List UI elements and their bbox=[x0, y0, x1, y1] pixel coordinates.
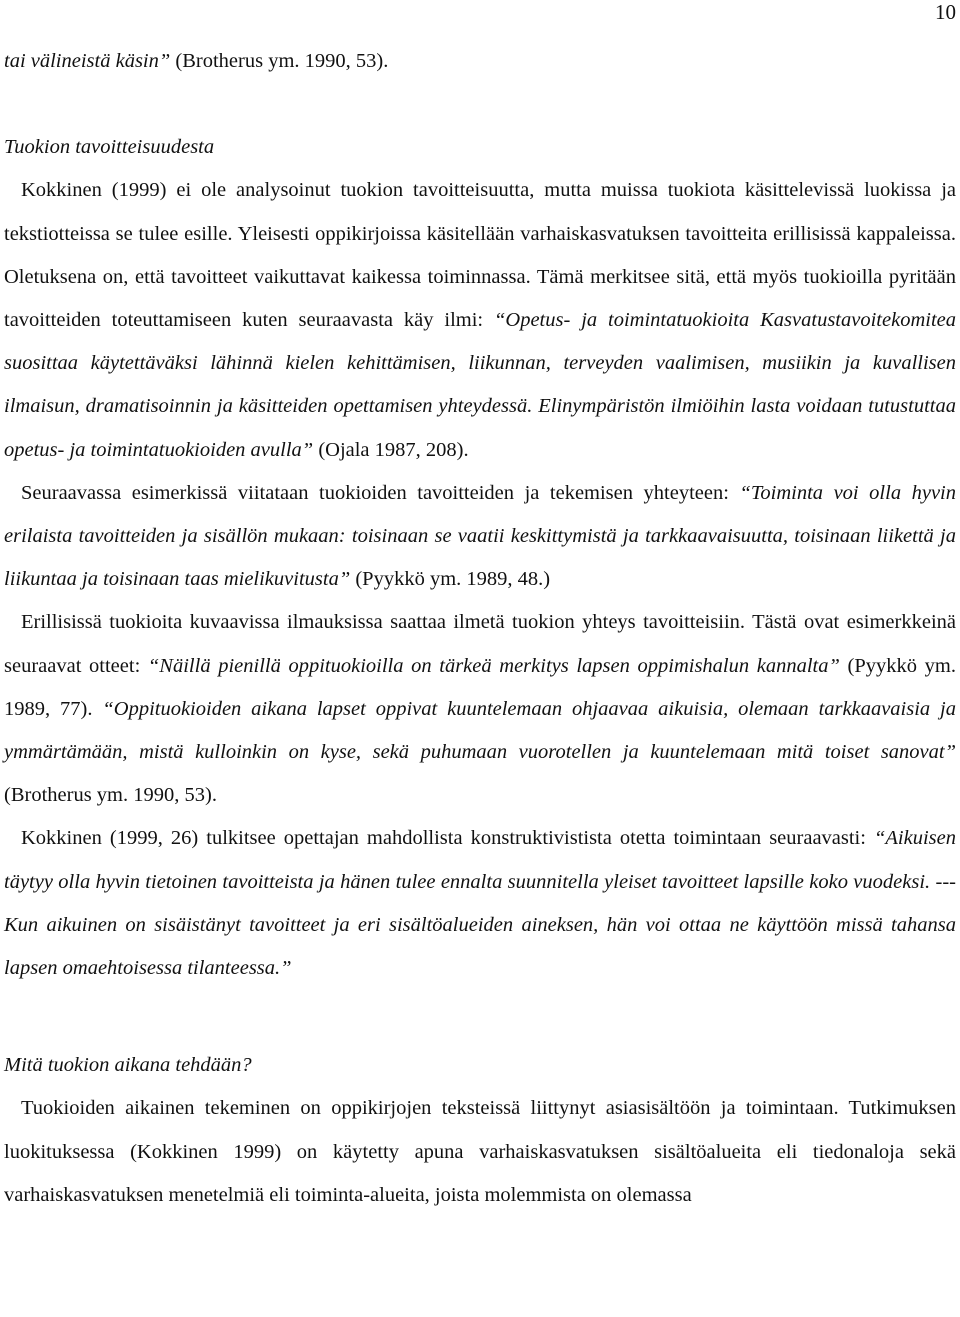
quote-italic: “Näillä pienillä oppituokioilla on tärkeä merkitys lapsen oppimishalun kannalta” bbox=[147, 654, 840, 677]
quote-italic: “Opetus- ja toimintatuokioita Kasvatustavoitekomitea suosittaa käytettäväksi lähinnä kielen kehittämisen, liikunnan, terveyden vaalimisen, musiikin ja kuvallisen ilmaisun, dramatisoinnin ja käsitteiden opettamisen yhteydessä. Elinympäristön ilmiöihin lasta voidaan tutustuttaa opetus- ja toimintatuokioiden avulla” bbox=[4, 309, 956, 461]
citation: (Pyykkö ym. 1989, 77). bbox=[4, 654, 956, 720]
paragraph-text: Kokkinen (1999) ei ole analysoinut tuokion tavoitteisuutta, mutta muissa tuokiota käsittelevissä luokissa ja tekstiotteissa se tulee esille. Yleisesti oppikirjoissa käsitellään varhaiskasvatuksen tavoitteita erillisissä kappaleissa. Oletuksena on, että tavoitteet vaikuttavat kaikessa toiminnassa. Tämä merkitsee sitä, että myös tuokioilla pyritään tavoitteiden toteuttamiseen kuten seuraavasta käy ilmi: bbox=[4, 179, 956, 332]
page-number: 10 bbox=[935, 0, 956, 24]
section-heading-mita-tehdaan: Mitä tuokion aikana tehdään? bbox=[4, 1054, 252, 1077]
document-body bbox=[4, 40, 956, 1217]
citation: (Brotherus ym. 1990, 53). bbox=[170, 50, 389, 72]
quote-italic: “Aikuisen täytyy olla hyvin tietoinen tavoitteista ja hänen tulee ennalta suunnitella yleiset tavoitteet lapsille koko vuodeksi. --- Kun aikuinen on sisäistänyt tavoitteet ja eri sisältöalueiden aineksen, hän voi ottaa ne käyttöön missä tahansa lapsen omaehtoisessa tilanteessa.” bbox=[4, 827, 956, 980]
paragraph-continuation bbox=[4, 40, 956, 83]
paragraph-erillisissa bbox=[4, 601, 956, 817]
paragraph-tuokioiden-tekeminen: Tuokioiden aikainen tekeminen on oppikirjojen teksteissä liittynyt asiasisältöön ja toimintaan. Tutkimuksen luokituksessa (Kokkinen 1999) on käytetty apuna varhaiskasvatuksen sisältöalueita eli tiedonaloja sekä varhaiskasvatuksen menetelmiä eli toiminta-alueita, joista molemmista on olemassa bbox=[4, 1097, 956, 1206]
citation: (Pyykkö ym. 1989, 48.) bbox=[350, 568, 551, 591]
paragraph-esimerkki bbox=[4, 472, 956, 602]
paragraph-text: Seuraavassa esimerkissä viitataan tuokioiden tavoitteiden ja tekemisen yhteyteen: bbox=[21, 481, 740, 504]
quote-italic: “Toiminta voi olla hyvin erilaista tavoitteiden ja sisällön mukaan: toisinaan se vaatii keskittymistä ja tarkkaavaisuutta, toisinaan liikettä ja liikuntaa ja toisinaan taas mielikuvitusta” bbox=[4, 481, 956, 591]
quote-italic: tai välineistä käsin” bbox=[4, 50, 171, 72]
citation: (Brotherus ym. 1990, 53). bbox=[4, 784, 217, 807]
quote-italic: “Oppituokioiden aikana lapset oppivat kuuntelemaan ohjaavaa aikuisia, olemaan tarkkaavaisia ja ymmärtämään, mistä kulloinkin on kyse, sekä puhumaan vuorotellen ja kuuntelemaan mitä toiset sanovat” bbox=[4, 697, 956, 764]
section-heading-tavoitteisuus: Tuokion tavoitteisuudesta bbox=[4, 136, 215, 159]
paragraph-text: Kokkinen (1999, 26) tulkitsee opettajan mahdollista konstruktivistista otetta toimintaan seuraavasti: bbox=[21, 827, 874, 850]
paragraph-konstruktivistinen bbox=[4, 817, 956, 990]
paragraph-kokkinen-tavoitteisuus bbox=[4, 169, 956, 471]
paragraph-text: Erillisissä tuokioita kuvaavissa ilmauksissa saattaa ilmetä tuokion yhteys tavoitteisiin. Tästä ovat esimerkkeinä seuraavat otteet: bbox=[4, 611, 956, 677]
citation: (Ojala 1987, 208). bbox=[313, 438, 469, 461]
